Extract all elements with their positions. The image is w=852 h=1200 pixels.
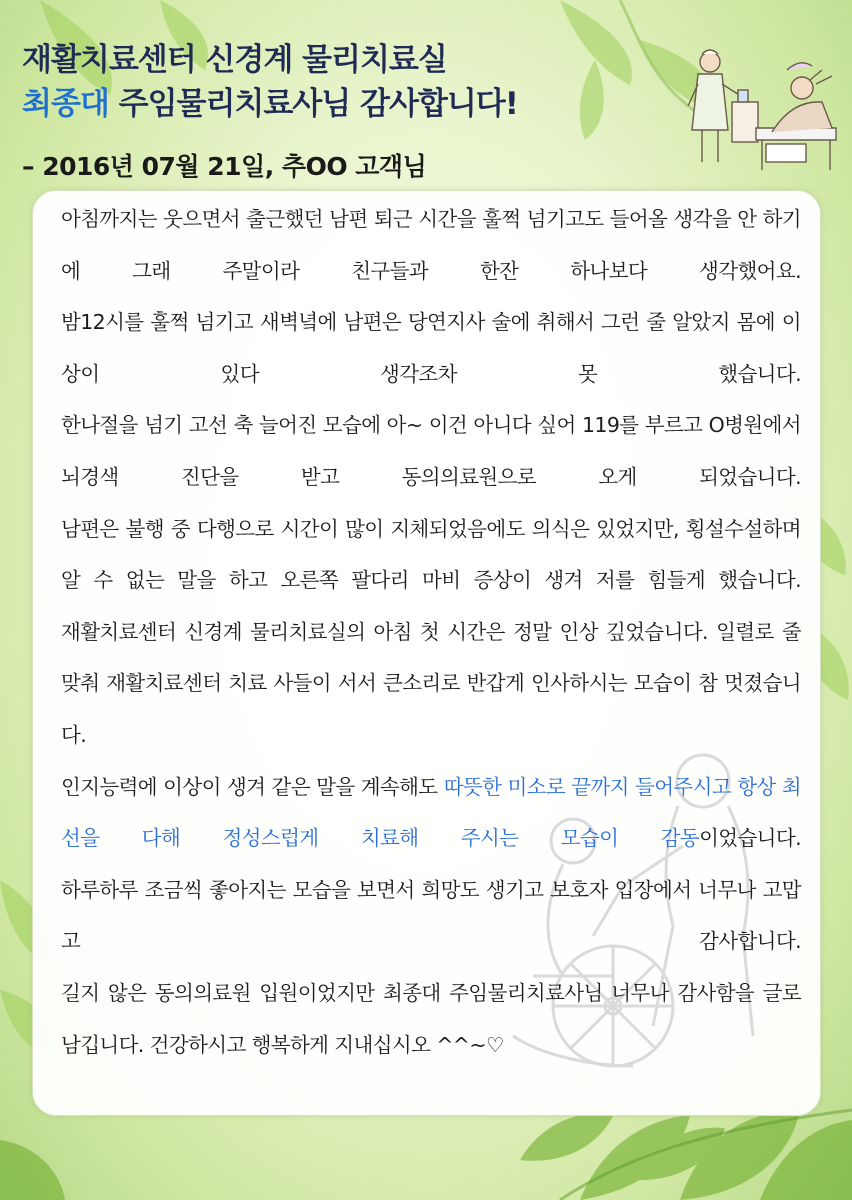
letter-body [61, 194, 801, 1071]
highlighted-praise: 따뜻한 미소로 끝까지 들어주시고 항상 최선을 다해 정성스럽게 치료해 주시는 모습이 감동 [61, 774, 801, 851]
title-line-2-text: 주임물리치료사님 감사합니다! [108, 86, 518, 122]
letter-paragraph-6 [61, 762, 801, 865]
date-and-author: – 2016년 07월 21일, 추OO 고객님 [22, 152, 427, 181]
letter-paragraph-7: 하루하루 조금씩 좋아지는 모습을 보면서 희망도 생기고 보호자 입장에서 너무나 고맙고 감사합니다. [61, 877, 801, 954]
letter-paragraph-1: 아침까지는 웃으면서 출근했던 남편 퇴근 시간을 훌쩍 넘기고도 들어올 생각을 안 하기에 그래 주말이라 친구들과 한잔 하나보다 생각했어요. [61, 207, 801, 283]
title-line-2 [22, 82, 518, 126]
letter-paragraph-5: 재활치료센터 신경계 물리치료실의 아침 첫 시간은 정말 인상 깊었습니다. 일렬로 줄 맞춰 재활치료센터 치료 사들이 서서 큰소리로 반갑게 인사하시는 모습이 참 멋졌습니다. [61, 619, 801, 747]
title-line-1: 재활치료센터 신경계 물리치료실 [22, 42, 447, 78]
paragraph-6-start: 인지능력에 이상이 생겨 같은 말을 계속해도 [61, 774, 444, 799]
letter-paragraph-4: 남편은 불행 중 다행으로 시간이 많이 지체되었음에도 의식은 있었지만, 횡설수설하며 알 수 없는 말을 하고 오른쪽 팔다리 마비 증상이 생겨 저를 힘들게 했습니다. [61, 516, 801, 593]
letter-paragraph-2: 밤12시를 훌쩍 넘기고 새벽녘에 남편은 당연지사 술에 취해서 그런 줄 알았지 몸에 이상이 있다 생각조차 못 했습니다. [61, 310, 801, 386]
nurse-patient-bed-illustration [672, 40, 840, 180]
therapist-name: 최종대 [22, 86, 109, 122]
letter-paragraph-8: 길지 않은 동의의료원 입원이었지만 최종대 주임물리치료사님 너무나 감사함을 글로 남깁니다. 건강하시고 행복하게 지내십시오 ^^~♡ [61, 980, 801, 1057]
paragraph-6-end: 이었습니다. [699, 826, 801, 851]
letter-card [32, 190, 821, 1116]
header [22, 38, 518, 126]
letter-paragraph-3: 한나절을 넘기 고선 축 늘어진 모습에 아~ 이건 아니다 싶어 119를 부르고 O병원에서 뇌경색 진단을 받고 동의의료원으로 오게 되었습니다. [61, 413, 801, 489]
